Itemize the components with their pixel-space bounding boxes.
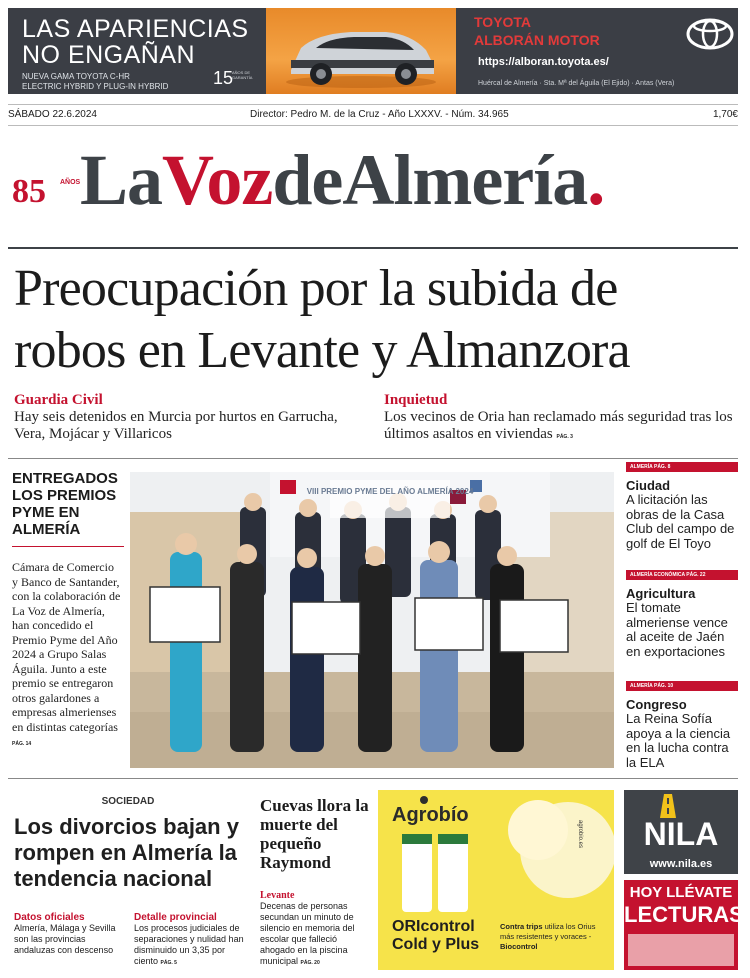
lecturas-line-1: HOY LLÉVATE [629,884,733,901]
ad-model-line: NUEVA GAMA TOYOTA C-HR [22,72,130,81]
agrobio-copy-text: utiliza los Orius más resistentes y voraces - [500,922,596,941]
feature-page: PÁG. 14 [12,741,32,747]
sociedad-col-1-text: Almería, Málaga y Sevilla son las provincias andaluzas con descenso [14,923,116,955]
nila-ad[interactable] [624,790,738,874]
brief-ciudad[interactable] [626,462,738,551]
agrobio-brand: Agrobío [392,804,469,826]
subhead-1-kicker: Guardia Civil [14,392,103,408]
agrobio-product-2: Cold y Plus [392,936,480,953]
agrobio-copy-bold: Contra trips [500,922,543,931]
masthead-info: Director: Pedro M. de la Cruz - Año LXXXV. - Núm. 34.965 [250,109,509,120]
lead-headline[interactable]: Preocupación por la subida de robos en Levante y Almanzora [14,260,630,379]
ad-slogan-line-1: LAS APARIENCIAS [22,15,249,43]
title-part-voz: Voz [162,140,273,220]
brief-title: Agricultura [626,586,696,601]
cuevas-kicker: Levante [260,890,295,901]
ad-brand-dealer: ALBORÁN MOTOR [474,32,600,48]
brief-agricultura[interactable] [626,570,738,659]
agrobio-ad[interactable] [378,790,614,970]
toyota-logo-icon [686,18,734,50]
newspaper-title [80,139,604,222]
subhead-1-text: Hay seis detenidos en Murcia por hurtos en Garrucha, Vera, Mojácar y Villaricos [14,409,338,442]
nila-logo-text: NILA [643,816,719,852]
title-part-de: de [272,140,343,220]
agrobio-product-1: ORIcontrol [392,918,475,935]
ad-warranty-number: 15 [213,68,234,88]
sociedad-col-1-kicker: Datos oficiales [14,912,85,923]
agrobio-copy-brand: Biocontrol [500,942,538,951]
cuevas-text: Decenas de personas secundan un minuto de silencio en memoria del escolar que falleció ahogado en la piscina municipal [260,901,355,966]
ad-model-line-2: ELECTRIC HYBRID Y PLUG-IN HYBRID [22,82,169,91]
subhead-2-page: PÁG. 3 [556,434,573,440]
anniversary-label: AÑOS [60,179,81,186]
brief-congreso[interactable] [626,681,738,770]
subhead-2-text-wrap [384,409,736,446]
cuevas-headline[interactable]: Cuevas llora la muerte del pequeño Raymond [260,796,369,872]
agrobio-site: agrobio.es [577,820,583,849]
photo-banner-text: VIII PREMIO PYME DEL AÑO ALMERÍA 2024 [306,487,474,496]
section-rule [8,458,738,459]
brief-text: El tomate almeriense vence al aceite de Jaén en exportaciones [626,600,728,659]
section-label-sociedad: SOCIEDAD [101,796,155,807]
ad-brand-toyota: TOYOTA [474,14,532,30]
brief-title: Congreso [626,697,687,712]
brief-text: La Reina Sofía apoya a la ciencia en la lucha contra la ELA [626,711,731,770]
cuevas-text-wrap [260,901,372,969]
dateline [8,104,738,126]
agrobio-copy [500,922,604,952]
sociedad-col-1 [14,912,124,956]
title-part-almeria: Almería [342,140,588,220]
sociedad-col-2-text-wrap [134,923,244,969]
sociedad-headline[interactable]: Los divorcios bajan y rompen en Almería la tendencia nacional [14,814,239,891]
agrobio-product [392,918,479,954]
masthead-rule [8,247,738,249]
subhead-2-kicker: Inquietud [384,392,448,408]
ad-slogan-line-2: NO ENGAÑAN [22,41,196,69]
feature-body [12,560,122,752]
ad-slogan [22,16,249,68]
masthead[interactable] [0,135,750,245]
lead-subhead-1[interactable] [14,392,354,443]
awards-photo[interactable] [130,472,614,768]
bottom-rule [8,778,738,779]
lecturas-magazine-image [628,934,734,966]
sociedad-col-2-text: Los procesos judiciales de separaciones y nulidad han disminuido un 3,35 por ciento [134,923,244,966]
issue-date: SÁBADO 22.6.2024 [8,109,97,120]
issue-price: 1,70€ [712,109,738,120]
toyota-ad-banner[interactable] [8,8,738,94]
title-dot: . [587,140,605,220]
title-part-la: La [80,140,163,220]
cuevas-body [260,890,372,969]
lecturas-line-2: LECTURAS [624,902,744,927]
sociedad-col-2-page: PÁG. 5 [160,960,177,966]
ad-locations: Huércal de Almería · Sta. Mª del Águila (El Ejido) · Antas (Vera) [478,80,675,87]
brief-text: A licitación las obras de la Casa Club del campo de golf de El Toyo [626,492,735,551]
brief-title: Ciudad [626,478,671,493]
subhead-2-text: Los vecinos de Oria han reclamado más seguridad tras los últimos asaltos en viviendas [384,409,733,442]
brief-tag: ALMERÍA ECONÓMICA PÁG. 22 [626,570,738,580]
brief-tag: ALMERÍA PÁG. 8 [626,462,738,472]
brief-tag: ALMERÍA PÁG. 10 [626,681,738,691]
nila-url: www.nila.es [649,858,713,870]
lecturas-promo[interactable] [624,880,744,970]
sociedad-col-2-kicker: Detalle provincial [134,912,217,923]
sociedad-col-2 [134,912,244,969]
cuevas-page: PÁG. 20 [300,960,320,966]
ad-warranty-text: AÑOS DE GARANTÍA [232,70,253,80]
lead-subhead-2[interactable] [384,392,736,446]
feature-headline[interactable]: ENTREGADOS LOS PREMIOS PYME EN ALMERÍA [12,470,118,538]
anniversary-number: 85 [12,173,46,210]
feature-body-text: Cámara de Comercio y Banco de Santander, con la colaboración de La Voz de Almería, han concedido el Premio Pyme del Año 2024 a Grupo Salas Águila. Junto a este premio se entregaron otros galardones a empresas almerienses en distintas categorías [12,560,121,734]
ad-car-image [266,8,456,94]
feature-divider [12,546,124,547]
ad-url[interactable]: https://alboran.toyota.es/ [478,56,609,68]
